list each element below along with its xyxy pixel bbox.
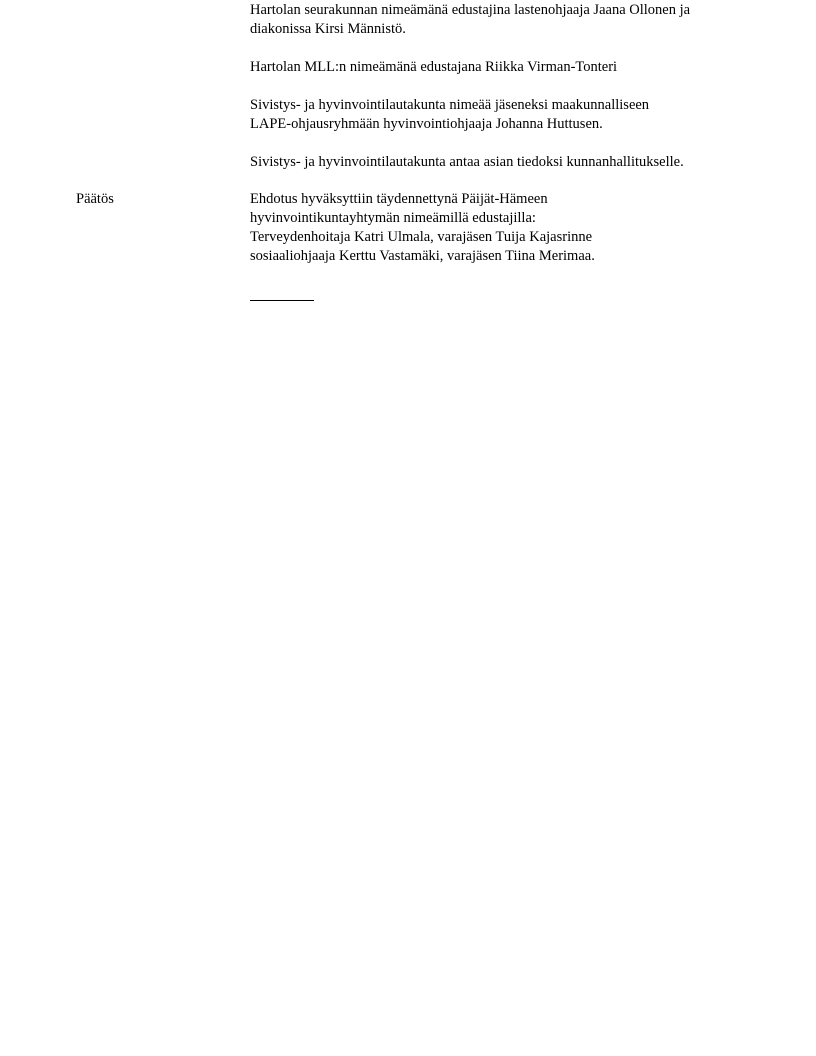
- text-line: Hartolan seurakunnan nimeämänä edustajina lastenohjaaja Jaana Ollonen ja: [250, 2, 691, 18]
- decision-line: Terveydenhoitaja Katri Ulmala, varajäsen Tuija Kajasrinne: [250, 229, 593, 245]
- text-line: Sivistys- ja hyvinvointilautakunta antaa asian tiedoksi kunnanhallitukselle.: [250, 154, 684, 170]
- text-line: LAPE-ohjausryhmään hyvinvointiohjaaja Johanna Huttusen.: [250, 116, 603, 132]
- paragraph-seurakunta-representatives: [250, 1, 770, 39]
- decision-line: Ehdotus hyväksyttiin täydennettynä Päijät-Hämeen: [250, 191, 548, 207]
- paragraph-notification: [250, 153, 770, 172]
- decision-line: hyvinvointikuntayhtymän nimeämillä edustajilla:: [250, 210, 536, 226]
- closing-rule: [250, 300, 314, 301]
- text-line: Hartolan MLL:n nimeämänä edustajana Riikka Virman-Tonteri: [250, 59, 618, 75]
- proposal-text: [250, 1, 770, 191]
- decision-text: [250, 190, 770, 266]
- decision-label: Päätös: [76, 191, 114, 207]
- paragraph-mll-representative: [250, 58, 770, 77]
- paragraph-lape-member: [250, 96, 770, 134]
- text-line: Sivistys- ja hyvinvointilautakunta nimeää jäseneksi maakunnalliseen: [250, 97, 650, 113]
- text-line: diakonissa Kirsi Männistö.: [250, 21, 406, 37]
- decision-line: sosiaaliohjaaja Kerttu Vastamäki, varajäsen Tiina Merimaa.: [250, 248, 595, 264]
